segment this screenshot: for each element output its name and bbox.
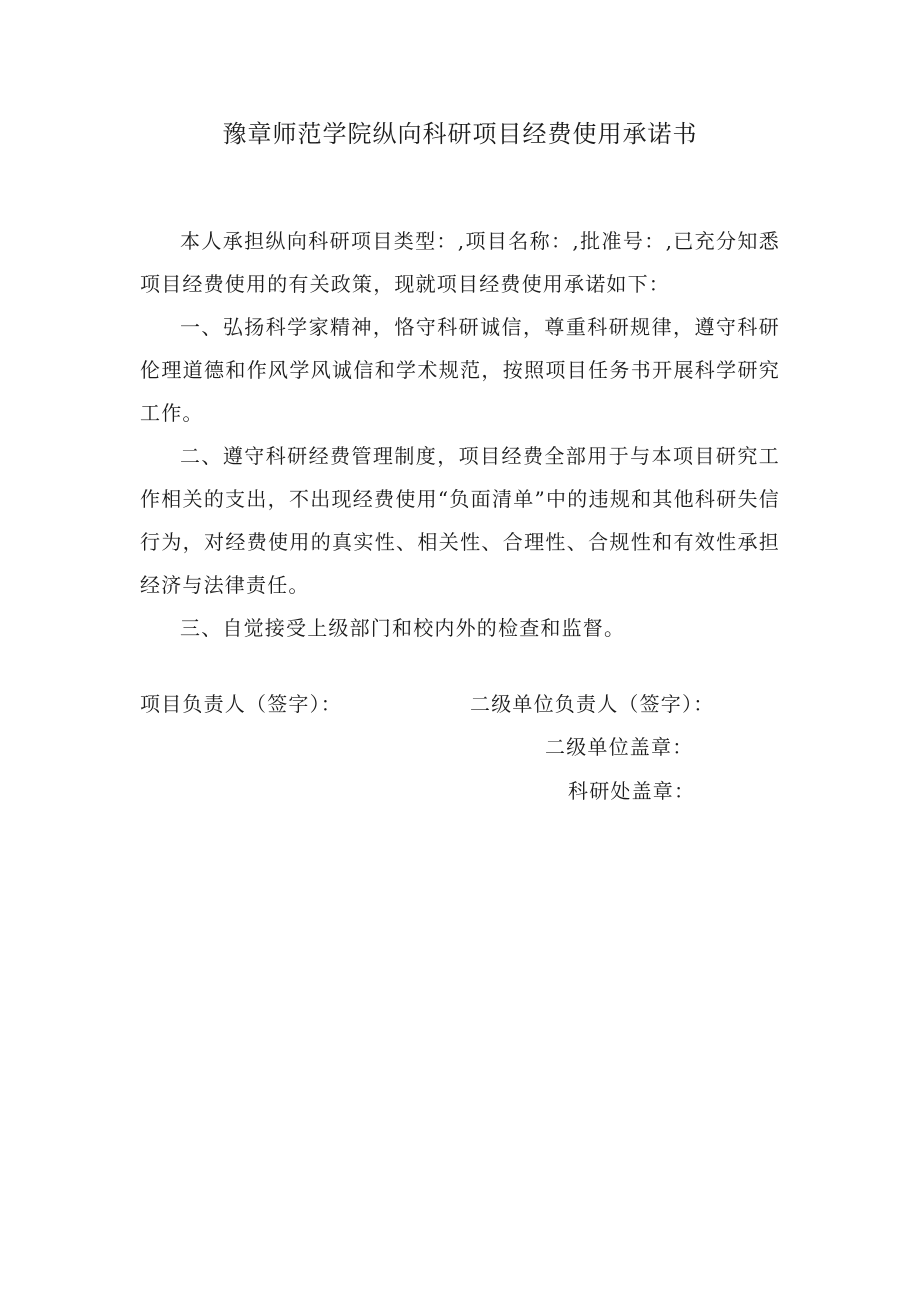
document-title: 豫章师范学院纵向科研项目经费使用承诺书 [222, 120, 698, 148]
commitment-item-2: 二、遵守科研经费管理制度，项目经费全部用于与本项目研究工作相关的支出，不出现经费使用“负面清单”中的违规和其他科研失信行为，对经费使用的真实性、相关性、合理性、合规性和有效性承担经济与法律责任。 [140, 444, 780, 597]
intro-paragraph: 本人承担纵向科研项目类型：,项目名称：,批准号：,已充分知悉项目经费使用的有关政策，现就项目经费使用承诺如下： [140, 229, 780, 296]
commitment-item-1: 一、弘扬科学家精神，恪守科研诚信，尊重科研规律，遵守科研伦理道德和作风学风诚信和学术规范，按照项目任务书开展科学研究工作。 [140, 315, 780, 425]
commitment-item-3: 三、自觉接受上级部门和校内外的检查和监督。 [180, 616, 626, 640]
unit-seal-label: 二级单位盖章： [545, 735, 694, 759]
unit-leader-signature-label: 二级单位负责人（签字）： [470, 692, 715, 716]
research-office-seal-label: 科研处盖章： [568, 779, 696, 803]
commitment-body [140, 220, 780, 650]
project-leader-signature-label: 项目负责人（签字）： [140, 692, 342, 716]
